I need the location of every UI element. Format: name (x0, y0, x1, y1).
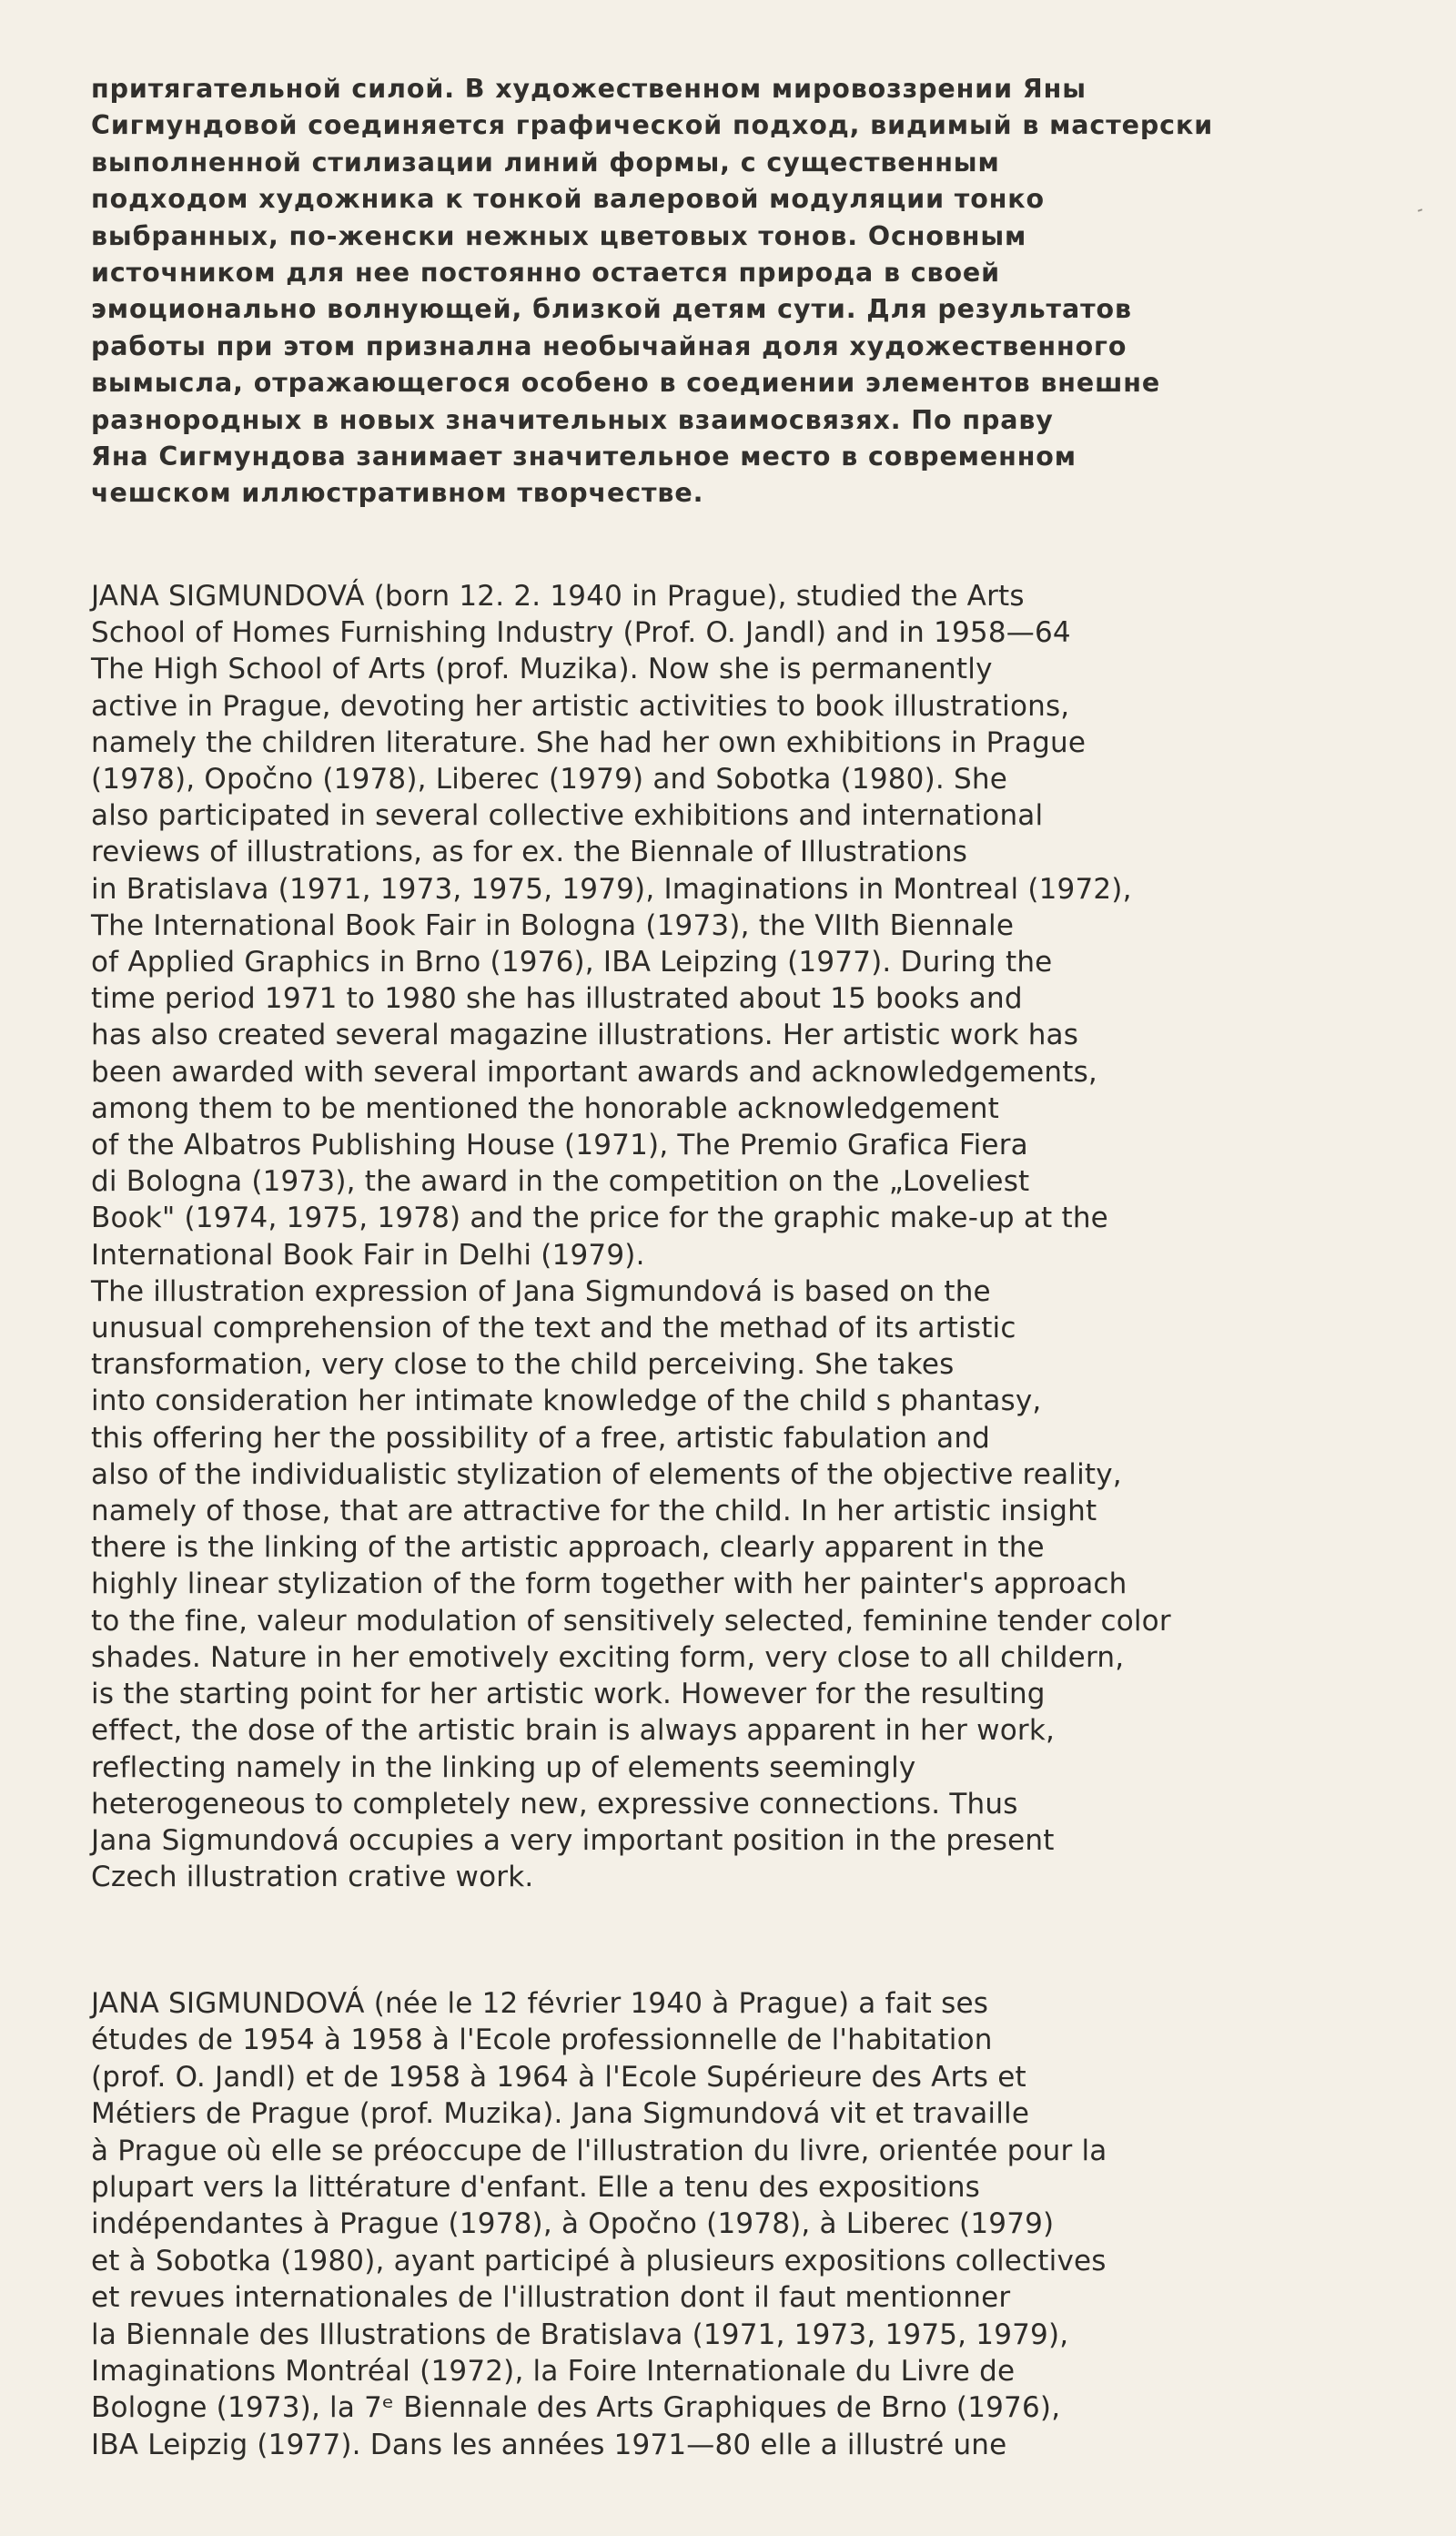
english-line: of Applied Graphics in Brno (1976), IBA Leipzing (1977). During the (91, 946, 1053, 979)
russian-line: выполненной стилизации линий формы, с существенным (91, 147, 1000, 178)
english-paragraph (91, 578, 1365, 1895)
english-line: into consideration her intimate knowledge of the child s phantasy, (91, 1385, 1042, 1418)
english-line: time period 1971 to 1980 she has illustrated about 15 books and (91, 982, 1023, 1016)
english-line: namely the children literature. She had her own exhibitions in Prague (91, 725, 1087, 759)
russian-line: подходом художника к тонкой валеровой модуляции тонко (91, 184, 1046, 215)
english-line: has also created several magazine illustrations. Her artistic work has (91, 1019, 1079, 1052)
french-line: (prof. O. Jandl) et de 1958 à 1964 à l'Ecole Supérieure des Arts et (91, 2060, 1026, 2094)
french-paragraph (91, 1985, 1365, 2463)
russian-line: источником для нее постоянно остается природа в своей (91, 258, 1001, 289)
russian-line: эмоционально волнующей, близкой детям сути. Для результатов (91, 294, 1132, 325)
russian-line: выбранных, по-женски нежных цветовых тонов. Основным (91, 220, 1027, 251)
french-line: et revues internationales de l'illustration dont il faut mentionner (91, 2281, 1011, 2315)
russian-line: чешском иллюстративном творчестве. (91, 478, 704, 509)
english-line: to the fine, valeur modulation of sensitively selected, feminine tender color (91, 1604, 1171, 1638)
french-line: études de 1954 à 1958 à l'Ecole professionnelle de l'habitation (91, 2024, 993, 2057)
english-line: School of Homes Furnishing Industry (Prof. O. Jandl) and in 1958—64 (91, 616, 1071, 650)
english-line: this offering her the possibility of a free, artistic fabulation and (91, 1421, 991, 1455)
english-line: Czech illustration crative work. (91, 1861, 534, 1894)
english-line: effect, the dose of the artistic brain is always apparent in her work, (91, 1714, 1056, 1748)
english-line: unusual comprehension of the text and the methad of its artistic (91, 1312, 1016, 1345)
english-line: Jana Sigmundová occupies a very important position in the present (91, 1823, 1055, 1857)
english-line: in Bratislava (1971, 1973, 1975, 1979), Imaginations in Montreal (1972), (91, 872, 1132, 906)
french-line: à Prague où elle se préoccupe de l'illustration du livre, orientée pour la (91, 2134, 1107, 2167)
russian-line: разнородных в новых значительных взаимосвязях. По праву (91, 404, 1054, 435)
english-line: transformation, very close to the child perceiving. She takes (91, 1348, 955, 1382)
russian-line: вымысла, отражающегося особено в соедиении элементов внешне (91, 368, 1161, 399)
english-line: reflecting namely in the linking up of elements seemingly (91, 1750, 916, 1784)
english-line: di Bologna (1973), the award in the competition on the „Loveliest (91, 1165, 1030, 1199)
french-line: et à Sobotka (1980), ayant participé à plusieurs expositions collectives (91, 2244, 1107, 2277)
english-line: namely of those, that are attractive for the child. In her artistic insight (91, 1495, 1097, 1528)
english-line: also participated in several collective exhibitions and international (91, 799, 1044, 833)
english-line: among them to be mentioned the honorable acknowledgement (91, 1091, 1000, 1125)
english-line: The International Book Fair in Bologna (1973), the VIIth Biennale (91, 908, 1015, 942)
paper-speck (1418, 208, 1422, 212)
english-line: heterogeneous to completely new, expressive connections. Thus (91, 1787, 1018, 1821)
english-line: International Book Fair in Delhi (1979). (91, 1238, 645, 1272)
english-line: been awarded with several important awards and acknowledgements, (91, 1055, 1097, 1089)
english-line: (1978), Opočno (1978), Liberec (1979) and Sobotka (1980). She (91, 763, 1008, 796)
english-line: of the Albatros Publishing House (1971), The Premio Grafica Fiera (91, 1129, 1028, 1162)
russian-paragraph (91, 71, 1365, 512)
french-line: indépendantes à Prague (1978), à Opočno (1978), à Liberec (1979) (91, 2207, 1055, 2241)
english-line: JANA SIGMUNDOVÁ (born 12. 2. 1940 in Prague), studied the Arts (91, 580, 1025, 613)
russian-line: Яна Сигмундова занимает значительное место в современном (91, 441, 1077, 472)
english-line: active in Prague, devoting her artistic activities to book illustrations, (91, 689, 1070, 723)
english-line: highly linear stylization of the form together with her painter's approach (91, 1567, 1127, 1601)
english-line: reviews of illustrations, as for ex. the Biennale of Illustrations (91, 836, 968, 869)
russian-line: работы при этом признална необычайная доля художественного (91, 330, 1127, 361)
english-line: is the starting point for her artistic work. However for the resulting (91, 1678, 1046, 1711)
english-line: The illustration expression of Jana Sigmundová is based on the (91, 1274, 991, 1308)
russian-line: Сигмундовой соединяется графической подход, видимый в мастерски (91, 110, 1214, 141)
french-line: Métiers de Prague (prof. Muzika). Jana Sigmundová vit et travaille (91, 2097, 1030, 2131)
english-line: Book" (1974, 1975, 1978) and the price for the graphic make-up at the (91, 1202, 1108, 1235)
french-line: JANA SIGMUNDOVÁ (née le 12 février 1940 à Prague) a fait ses (91, 1987, 989, 2020)
french-line: plupart vers la littérature d'enfant. Elle a tenu des expositions (91, 2171, 981, 2205)
russian-line: притягательной силой. В художественном мировоззрении Яны (91, 74, 1087, 104)
french-line: Imaginations Montréal (1972), la Foire Internationale du Livre de (91, 2355, 1016, 2389)
french-line: IBA Leipzig (1977). Dans les années 1971—80 elle a illustré une (91, 2428, 1007, 2461)
english-line: The High School of Arts (prof. Muzika). Now she is permanently (91, 653, 993, 686)
english-line: shades. Nature in her emotively exciting form, very close to all childern, (91, 1640, 1125, 1674)
french-line: la Biennale des Illustrations de Bratislava (1971, 1973, 1975, 1979), (91, 2318, 1069, 2351)
french-line: Bologne (1973), la 7ᵉ Biennale des Arts Graphiques de Brno (1976), (91, 2391, 1061, 2425)
english-line: also of the individualistic stylization of elements of the objective reality, (91, 1457, 1122, 1491)
english-line: there is the linking of the artistic approach, clearly apparent in the (91, 1531, 1045, 1565)
